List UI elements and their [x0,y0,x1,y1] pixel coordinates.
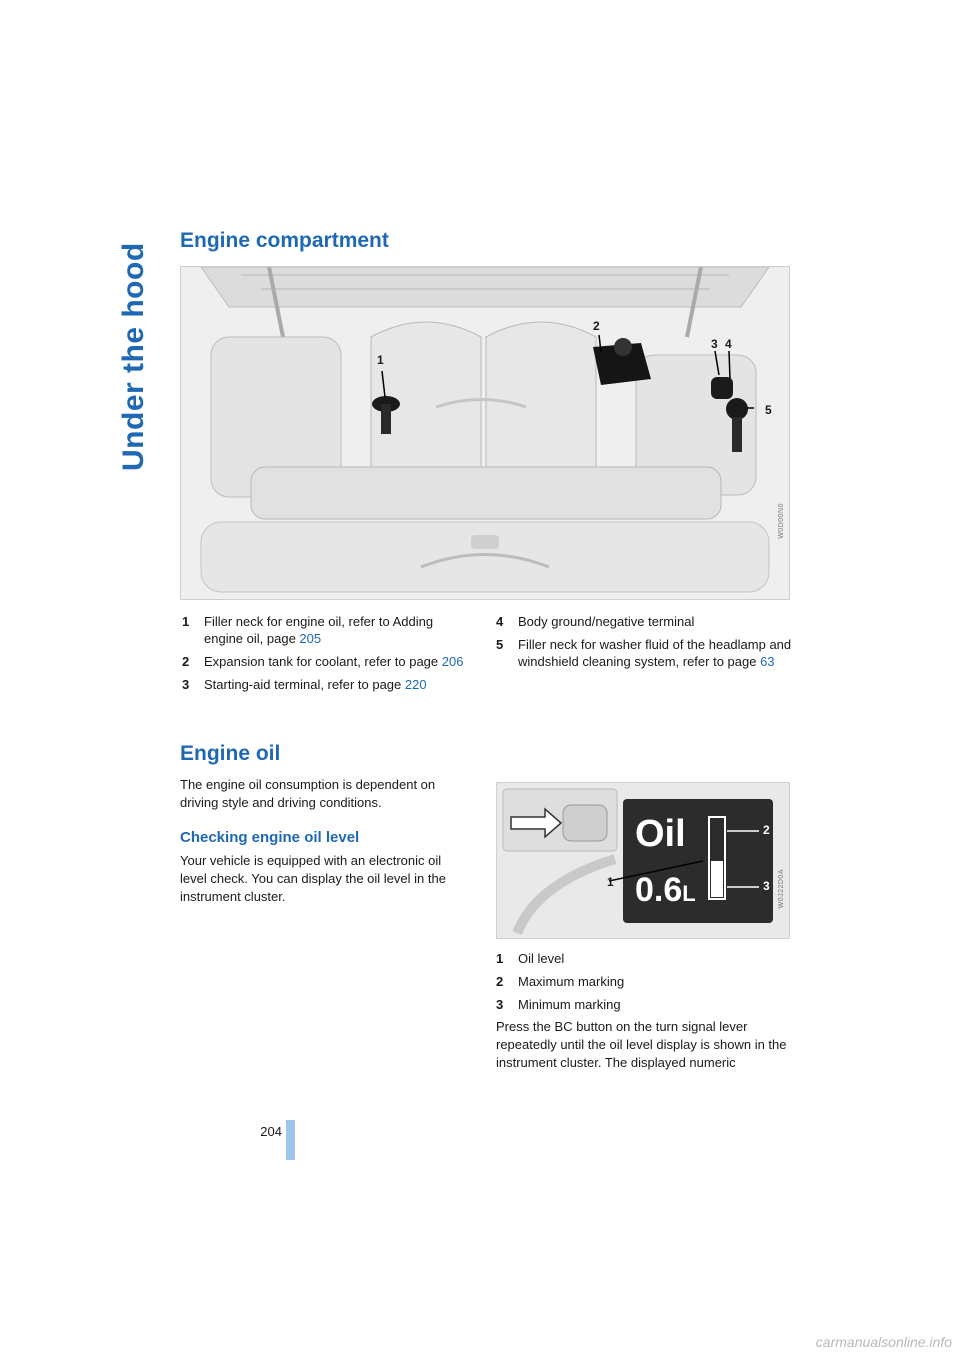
figure-code: W0D00N0 [778,503,785,539]
callout-2: 2 [593,319,600,333]
list-item: 4 Body ground/negative terminal [496,614,695,629]
page-number: 204 [260,1124,282,1139]
oil-figure-code: W0J22D0A [778,868,785,908]
list-item: 3 Starting-aid terminal, refer to page 220 [182,677,427,692]
oil-value-unit: L [682,881,696,906]
page-link[interactable]: 205 [299,631,322,646]
oil-display-illustration [497,783,789,938]
press-bc-text: Press the BC button on the turn signal lever repeatedly until the oil level display is shown in the instrument cluster. The displayed numeric [496,1019,787,1070]
oil-value [635,871,696,910]
checking-oil-text: Your vehicle is equipped with an electronic oil level check. You can display the oil level in the instrument cluster. [180,853,446,904]
engine-legend-right [496,613,792,676]
list-item: 2 Maximum marking [496,974,625,989]
oil-value-number: 0.6 [635,871,683,909]
list-item: 2 Expansion tank for coolant, refer to page 206 [182,654,464,669]
oil-level-figure [496,782,790,939]
list-item: 1 Filler neck for engine oil, refer to Adding engine oil, page 205 [182,614,434,646]
engine-legend-left [182,613,464,699]
list-item: 1 Oil level [496,951,565,966]
list-item: 3 Minimum marking [496,997,621,1012]
callout-1: 1 [377,353,384,367]
display-callout-2: 2 [763,823,770,837]
callout-4: 4 [725,337,732,351]
oil-legend [496,950,790,1019]
engine-compartment-heading: Engine compartment [180,229,389,252]
checking-oil-heading: Checking engine oil level [180,829,360,846]
list-item: 5 Filler neck for washer fluid of the headlamp and windshield cleaning system, refer to page 63 [496,637,792,669]
display-callout-3: 3 [763,879,770,893]
watermark: carmanualsonline.info [815,1334,952,1350]
engine-oil-heading: Engine oil [180,742,281,765]
display-callout-1: 1 [607,875,614,889]
chapter-side-tab: Under the hood [117,242,150,472]
engine-illustration [181,267,789,599]
callout-5: 5 [765,403,772,417]
page-link[interactable]: 220 [404,677,427,692]
engine-oil-intro: The engine oil consumption is dependent on driving style and driving conditions. [180,777,436,810]
page-number-bar [286,1120,295,1160]
page-link[interactable]: 63 [760,654,775,669]
oil-label: Oil [635,813,686,855]
page-link[interactable]: 206 [441,654,464,669]
callout-3: 3 [711,337,718,351]
engine-compartment-figure [180,266,790,600]
